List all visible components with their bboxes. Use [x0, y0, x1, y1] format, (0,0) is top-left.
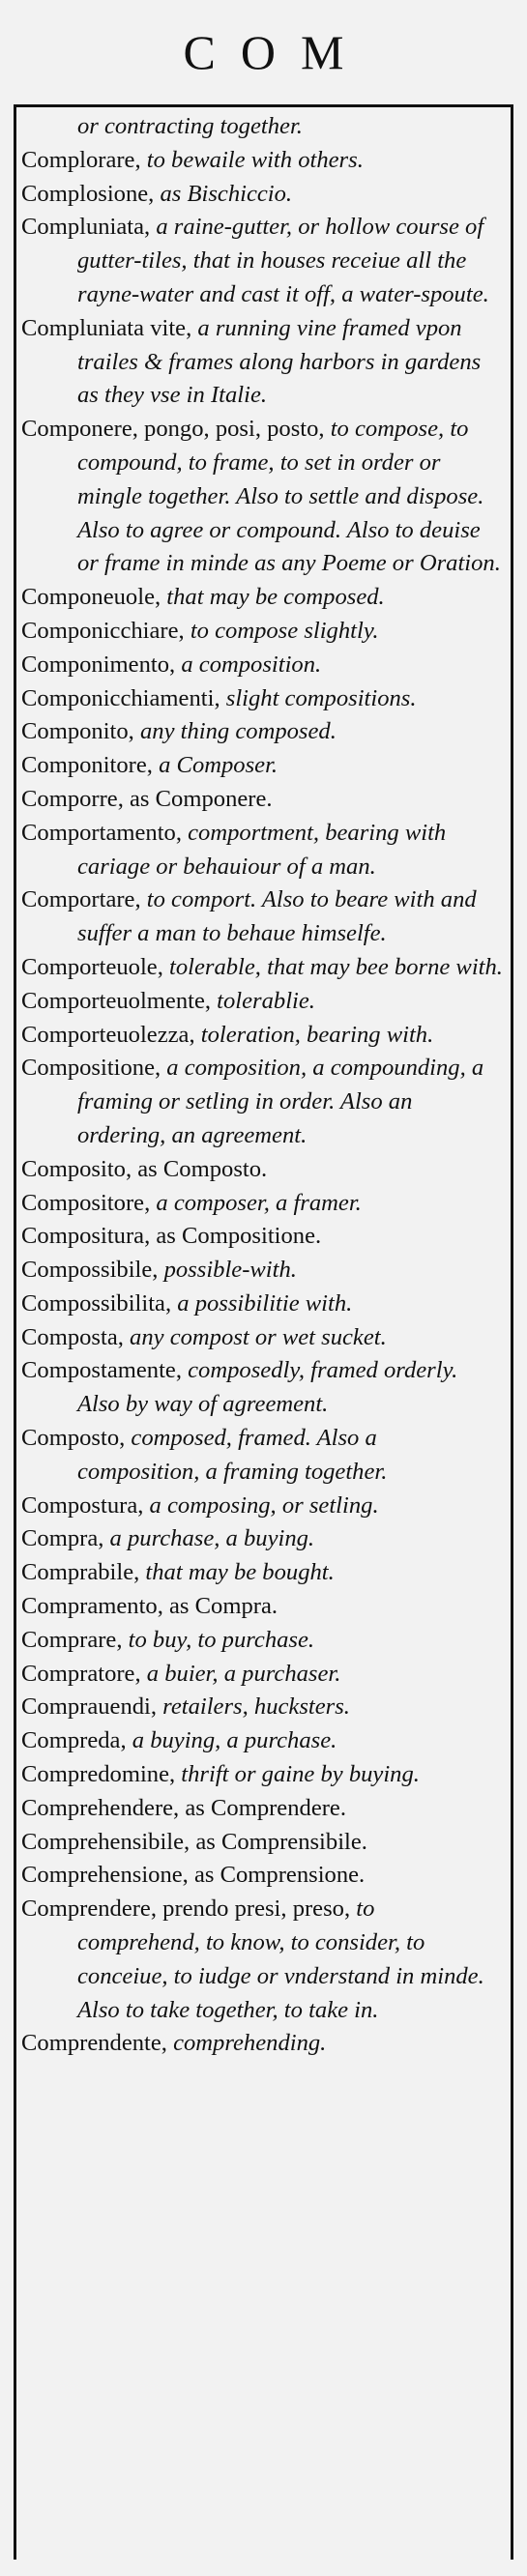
- entry-definition: retailers, hucksters.: [157, 1693, 350, 1721]
- dictionary-column: [21, 110, 503, 2061]
- dictionary-entry: [21, 144, 503, 178]
- dictionary-entry: [21, 1321, 503, 1355]
- entry-definition: that may be bought.: [139, 1559, 335, 1586]
- entry-headword: Complorare,: [21, 146, 141, 173]
- dictionary-entry: [21, 615, 503, 649]
- entry-headword: Compratore,: [21, 1660, 141, 1687]
- entry-headword: Comprehendere, as Comprendere.: [21, 1794, 346, 1821]
- entry-headword: Compredomine,: [21, 1761, 176, 1788]
- entry-definition: a composing, or setling.: [143, 1491, 379, 1519]
- entry-definition: a purchase, a buying.: [103, 1525, 315, 1552]
- dictionary-entry: [21, 2027, 503, 2061]
- dictionary-entry: [21, 1826, 503, 1860]
- dictionary-entry: [21, 1220, 503, 1254]
- entry-headword: Componitore,: [21, 752, 153, 779]
- entry-definition: that may be composed.: [161, 584, 385, 611]
- dictionary-entry: [21, 1288, 503, 1321]
- dictionary-entry: [21, 1354, 503, 1422]
- entry-definition: or contracting together.: [77, 113, 303, 139]
- entry-headword: Comportare,: [21, 886, 141, 913]
- entry-headword: Compossibile,: [21, 1257, 159, 1284]
- entry-definition: a running vine framed vpon trailes & frames along harbors in gardens as they vse in Italie.: [77, 314, 482, 409]
- entry-headword: Composto,: [21, 1425, 126, 1452]
- entry-headword: Componeuole,: [21, 584, 161, 611]
- entry-headword: Comprare,: [21, 1626, 123, 1653]
- entry-definition: possible-with.: [158, 1257, 297, 1284]
- entry-headword: Comprendere, prendo presi, preso,: [21, 1896, 351, 1923]
- entry-definition: slight compositions.: [220, 684, 417, 711]
- entry-definition: a raine-gutter, or hollow course of gutter-tiles, that in houses receiue all the rayne-water and cast it off, a water-spoute.: [77, 214, 489, 307]
- dictionary-entry: [21, 1792, 503, 1826]
- page-header-title: COM: [183, 25, 369, 79]
- entry-headword: Compossibilita,: [21, 1289, 172, 1317]
- entry-headword: Compluniata vite,: [21, 314, 192, 341]
- entry-headword: Complosione,: [21, 180, 155, 207]
- dictionary-entry: [21, 178, 503, 212]
- entry-headword: Compluniata,: [21, 214, 151, 241]
- dictionary-entry: [21, 1522, 503, 1556]
- entry-definition: to buy, to purchase.: [122, 1626, 315, 1653]
- entry-definition: comportment, bearing with cariage or behauiour of a man.: [77, 819, 447, 880]
- entry-definition: composedly, framed orderly. Also by way of agreement.: [77, 1357, 458, 1418]
- dictionary-entry: [21, 817, 503, 884]
- entry-definition: to bewaile with others.: [140, 146, 364, 173]
- entry-headword: Comportamento,: [21, 819, 182, 846]
- entry-headword: Componicchiare,: [21, 617, 185, 644]
- entry-definition: composed, framed. Also a composition, a framing together.: [77, 1425, 388, 1485]
- dictionary-entry: [21, 1490, 503, 1523]
- entry-headword: Comprehensione, as Comprensione.: [21, 1862, 366, 1889]
- entry-definition: toleration, bearing with.: [194, 1021, 434, 1048]
- entry-headword: Componere, pongo, posi, posto,: [21, 416, 325, 443]
- entry-headword: Composito, as Composto.: [21, 1155, 268, 1182]
- dictionary-entry: [21, 682, 503, 716]
- entry-headword: Comporteuole,: [21, 953, 163, 980]
- dictionary-entry: [21, 1052, 503, 1152]
- dictionary-entry: [21, 1624, 503, 1658]
- entry-headword: Compostura,: [21, 1491, 144, 1519]
- entry-headword: Comprauendi,: [21, 1693, 158, 1721]
- entry-headword: Compositura, as Compositione.: [21, 1223, 322, 1250]
- dictionary-entry: [21, 211, 503, 311]
- entry-headword: Comprendente,: [21, 2030, 167, 2057]
- dictionary-entry: [21, 883, 503, 951]
- entry-headword: Compreda,: [21, 1727, 127, 1754]
- column-rule-right: [511, 104, 513, 2560]
- entry-definition: a composition.: [175, 651, 322, 678]
- dictionary-entry: [21, 110, 503, 144]
- entry-definition: to compose slightly.: [184, 617, 379, 644]
- entry-headword: Compramento, as Compra.: [21, 1593, 278, 1620]
- column-rule-left: [14, 104, 16, 2560]
- entry-headword: Comporteuolezza,: [21, 1021, 195, 1048]
- dictionary-entry: [21, 951, 503, 985]
- entry-definition: comprehending.: [166, 2030, 327, 2057]
- header-rule: [14, 104, 513, 107]
- entry-definition: as Bischiccio.: [154, 180, 293, 207]
- entry-definition: a possibilitie with.: [171, 1289, 353, 1317]
- dictionary-entry: [21, 1859, 503, 1893]
- entry-definition: any compost or wet sucket.: [123, 1323, 387, 1350]
- entry-headword: Compositione,: [21, 1055, 161, 1082]
- dictionary-entry: [21, 1893, 503, 2027]
- dictionary-entry: [21, 1254, 503, 1288]
- dictionary-entry: [21, 312, 503, 413]
- dictionary-entry: [21, 1422, 503, 1490]
- entry-headword: Comporteuolmente,: [21, 987, 212, 1014]
- entry-headword: Componito,: [21, 718, 134, 745]
- dictionary-entry: [21, 649, 503, 682]
- entry-definition: a buying, a purchase.: [126, 1727, 337, 1754]
- entry-definition: to comport. Also to beare with and suffer a man to behaue himselfe.: [77, 886, 477, 947]
- entry-definition: to comprehend, to know, to consider, to conceiue, to iudge or vnderstand in minde. Also to take together, to take in.: [77, 1896, 484, 2023]
- entry-headword: Comporre, as Componere.: [21, 785, 273, 812]
- entry-definition: a Composer.: [152, 752, 278, 779]
- entry-definition: a composition, a compounding, a framing or setling in order. Also an ordering, an agreement.: [77, 1055, 484, 1148]
- dictionary-entry: [21, 1556, 503, 1590]
- entry-definition: tolerable, that may bee borne with.: [162, 953, 503, 980]
- dictionary-entry: [21, 985, 503, 1019]
- entry-definition: a buier, a purchaser.: [140, 1660, 341, 1687]
- entry-definition: to compose, to compound, to frame, to set in order or mingle together. Also to settle and dispose. Also to agree or compound. Also to deuise or frame in minde as any Poeme or Oration.: [77, 416, 501, 577]
- entry-headword: Compostamente,: [21, 1357, 182, 1384]
- entry-definition: a composer, a framer.: [150, 1189, 362, 1216]
- entry-definition: any thing composed.: [133, 718, 337, 745]
- entry-headword: Compra,: [21, 1525, 104, 1552]
- entry-headword: Componicchiamenti,: [21, 684, 220, 711]
- dictionary-entry: [21, 715, 503, 749]
- dictionary-entry: [21, 1724, 503, 1758]
- dictionary-entry: [21, 1019, 503, 1053]
- entry-headword: Componimento,: [21, 651, 176, 678]
- entry-definition: tolerablie.: [211, 987, 315, 1014]
- running-header: [0, 0, 527, 104]
- entry-headword: Composta,: [21, 1323, 124, 1350]
- dictionary-entry: [21, 1658, 503, 1692]
- dictionary-entry: [21, 1187, 503, 1221]
- entry-headword: Compositore,: [21, 1189, 151, 1216]
- dictionary-entry: [21, 749, 503, 783]
- dictionary-entry: [21, 783, 503, 817]
- entry-definition: thrift or gaine by buying.: [175, 1761, 420, 1788]
- dictionary-entry: [21, 581, 503, 615]
- entry-headword: Comprabile,: [21, 1559, 140, 1586]
- entry-headword: Comprehensibile, as Comprensibile.: [21, 1828, 367, 1855]
- dictionary-entry: [21, 413, 503, 581]
- dictionary-entry: [21, 1691, 503, 1724]
- dictionary-entry: [21, 1590, 503, 1624]
- dictionary-entry: [21, 1758, 503, 1792]
- dictionary-entry: [21, 1153, 503, 1187]
